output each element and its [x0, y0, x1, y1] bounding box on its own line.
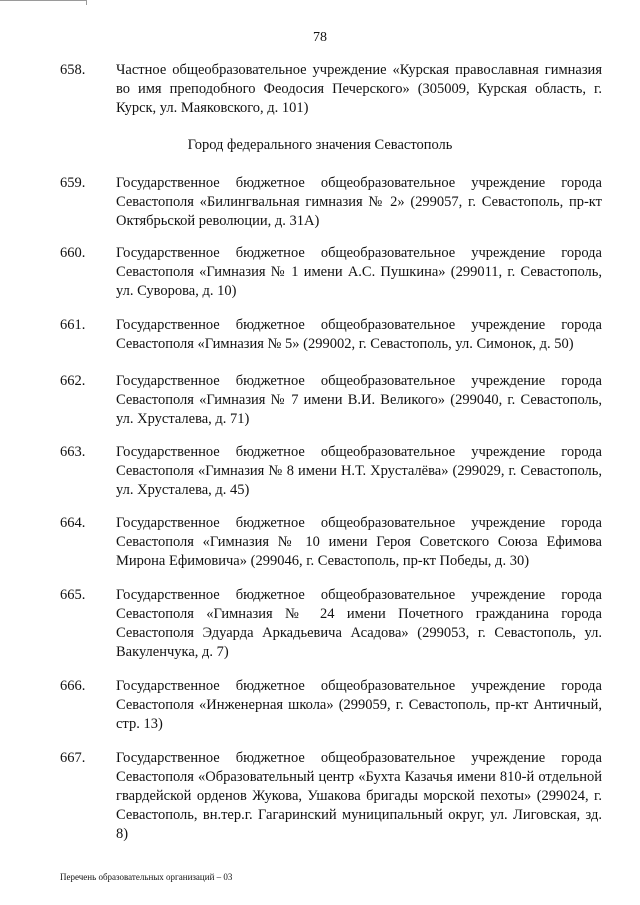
entry-number: 667.	[60, 750, 86, 766]
entry-number: 666.	[60, 678, 86, 694]
entry-number: 664.	[60, 515, 86, 531]
entry-number: 659.	[60, 175, 86, 191]
entry-text: Государственное бюджетное общеобразовательное учреждение города Севастополя «Гимназия № 24 имени Почетного гражданина города Севастополя Эдуарда Аркадьевича Асадова» (299053, г. Севастополь, ул. Вакуленчука, д. 7)	[116, 587, 602, 660]
entry-text: Государственное бюджетное общеобразовательное учреждение города Севастополя «Гимназия № 8 имени Н.Т. Хрусталёва» (299029, г. Севастополь, ул. Хрусталева, д. 45)	[116, 444, 602, 498]
document-footer: Перечень образовательных организаций – 03	[60, 872, 233, 882]
entry-number: 665.	[60, 587, 86, 603]
entry-text: Частное общеобразовательное учреждение «Курская православная гимназия во имя преподобного Феодосия Печерского» (305009, Курская область, г. Курск, ул. Маяковского, д. 101)	[116, 62, 602, 116]
entry-text: Государственное бюджетное общеобразовательное учреждение города Севастополя «Гимназия № 7 имени В.И. Великого» (299040, г. Севастополь, ул. Хрусталева, д. 71)	[116, 373, 602, 427]
entry-number: 663.	[60, 444, 86, 460]
entry-text: Государственное бюджетное общеобразовательное учреждение города Севастополя «Билингвальная гимназия № 2» (299057, г. Севастополь, пр-кт Октябрьской революции, д. 31А)	[116, 175, 602, 229]
entry-text: Государственное бюджетное общеобразовательное учреждение города Севастополя «Образовательный центр «Бухта Казачья имени 810-й отдельной гвардейской орденов Жукова, Ушакова бригады морской пехоты» (299024, г. Севастополь, вн.тер.г. Гагаринский муниципальный округ, ул. Лиговская, зд. 8)	[116, 750, 602, 842]
entry-text: Государственное бюджетное общеобразовательное учреждение города Севастополя «Гимназия № 1 имени А.С. Пушкина» (299011, г. Севастополь, ул. Суворова, д. 10)	[116, 245, 602, 299]
page-number: 78	[313, 30, 327, 45]
entry-number: 658.	[60, 62, 86, 78]
section-heading: Город федерального значения Севастополь	[187, 137, 453, 153]
entry-number: 661.	[60, 317, 86, 333]
entry-text: Государственное бюджетное общеобразовательное учреждение города Севастополя «Гимназия № 10 имени Героя Советского Союза Ефимова Мирона Ефимовича» (299046, г. Севастополь, пр-кт Победы, д. 30)	[116, 515, 602, 569]
entry-number: 662.	[60, 373, 86, 389]
entry-text: Государственное бюджетное общеобразовательное учреждение города Севастополя «Гимназия № 5» (299002, г. Севастополь, ул. Симонок, д. 50)	[116, 317, 602, 352]
entry-text: Государственное бюджетное общеобразовательное учреждение города Севастополя «Инженерная школа» (299059, г. Севастополь, пр-кт Античный, стр. 13)	[116, 678, 602, 732]
scan-corner-mark	[0, 0, 87, 5]
entry-number: 660.	[60, 245, 86, 261]
